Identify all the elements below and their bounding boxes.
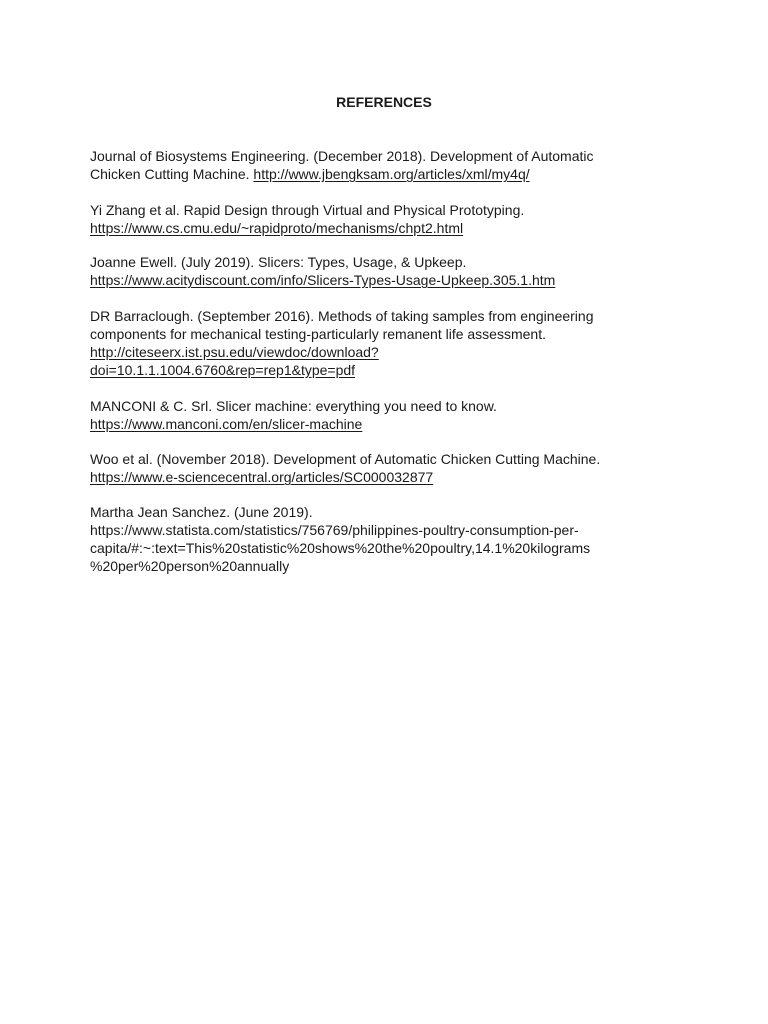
reference-url-text: https://www.statista.com/statistics/756769/philippines-poultry-consumption-per- [90,522,579,538]
reference-link[interactable]: doi=10.1.1.1004.6760&rep=rep1&type=pdf [90,362,356,378]
reference-link[interactable]: https://www.acitydiscount.com/info/Slicers-Types-Usage-Upkeep.305.1.htm [90,272,556,288]
reference-entry-1 [90,147,650,183]
reference-text: Chicken Cutting Machine. [90,166,254,182]
reference-text: Martha Jean Sanchez. (June 2019). [90,504,313,520]
reference-text: Journal of Biosystems Engineering. (December 2018). Development of Automatic [90,148,594,164]
reference-entry-6 [90,450,650,486]
reference-text: Yi Zhang et al. Rapid Design through Virtual and Physical Prototyping. [90,202,525,218]
reference-link[interactable]: http://citeseerx.ist.psu.edu/viewdoc/download? [90,344,379,360]
reference-text: Joanne Ewell. (July 2019). Slicers: Types, Usage, & Upkeep. [90,254,467,270]
reference-text: DR Barraclough. (September 2016). Methods of taking samples from engineering [90,308,594,324]
reference-entry-4 [90,307,650,379]
reference-url-text: %20per%20person%20annually [90,558,290,574]
reference-entry-7 [90,503,650,575]
reference-line [90,165,650,183]
reference-link[interactable]: https://www.cs.cmu.edu/~rapidproto/mechanisms/chpt2.html [90,220,464,236]
page-title: REFERENCES [336,94,432,110]
reference-text: MANCONI & C. Srl. Slicer machine: everything you need to know. [90,398,497,414]
reference-entry-2 [90,201,650,237]
reference-text: Woo et al. (November 2018). Development of Automatic Chicken Cutting Machine. [90,451,601,467]
reference-link[interactable]: https://www.manconi.com/en/slicer-machine [90,416,363,432]
reference-url-text: capita/#:~:text=This%20statistic%20shows%20the%20poultry,14.1%20kilograms [90,540,591,556]
reference-text: components for mechanical testing-particularly remanent life assessment. [90,326,546,342]
reference-link[interactable]: https://www.e-sciencecentral.org/articles/SC000032877 [90,469,434,485]
reference-entry-5 [90,397,650,433]
reference-link[interactable]: http://www.jbengksam.org/articles/xml/my4q/ [253,166,530,182]
reference-entry-3 [90,253,650,289]
